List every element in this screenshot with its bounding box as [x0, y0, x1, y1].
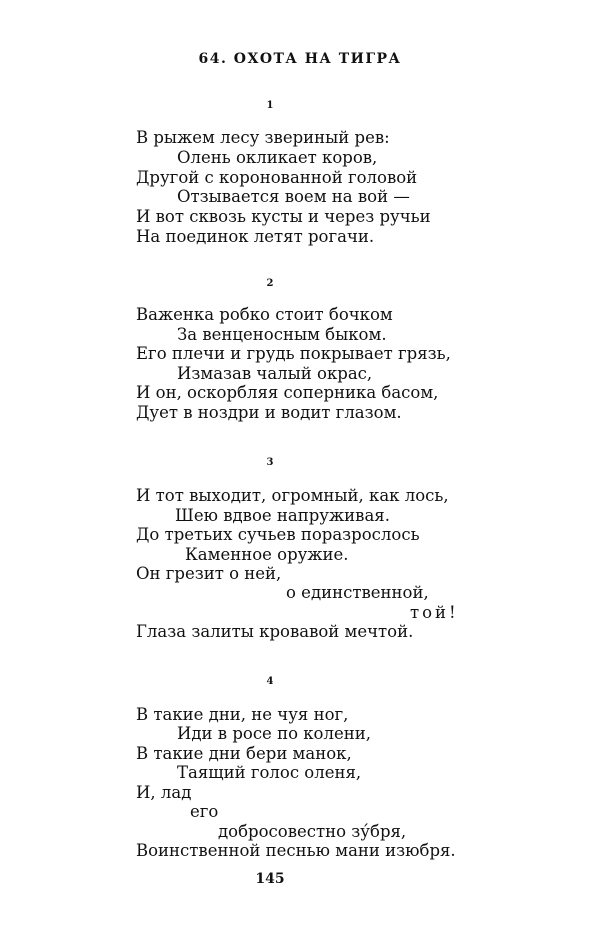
verse-line: Таящий голос оленя,: [177, 763, 362, 782]
section-number: 3: [266, 457, 274, 468]
verse-line: До третьих сучьев поразрослось: [136, 525, 420, 544]
verse-line: И, лад: [136, 783, 192, 802]
verse-line: Важенка робко стоит бочком: [136, 305, 393, 324]
verse-line: И тот выходит, огромный, как лось,: [136, 486, 449, 505]
verse-line: В такие дни бери манок,: [136, 744, 352, 763]
verse-line: В рыжем лесу звериный рев:: [136, 128, 390, 147]
page-number: 145: [255, 871, 285, 887]
verse-line: Иди в росе по колени,: [177, 724, 371, 743]
section-number: 2: [266, 278, 274, 289]
verse-line: добросовестно зу́бря,: [218, 822, 407, 841]
verse-line: И он, оскорбляя соперника басом,: [136, 383, 439, 402]
verse-line: Шею вдвое напруживая.: [175, 506, 390, 525]
verse-line: той!: [410, 603, 459, 622]
verse-line: Другой с коронованной головой: [136, 168, 418, 187]
poem-title: 64. ОХОТА НА ТИГРА: [198, 51, 402, 67]
verse-line: Глаза залиты кровавой мечтой.: [136, 622, 414, 641]
verse-line: И вот сквозь кусты и через ручьи: [136, 207, 431, 226]
verse-line: Дует в ноздри и водит глазом.: [136, 403, 402, 422]
verse-line: В такие дни, не чуя ног,: [136, 705, 349, 724]
verse-line: Олень окликает коров,: [177, 148, 378, 167]
verse-line: Его плечи и грудь покрывает грязь,: [136, 344, 451, 363]
verse-line: Воинственной песнью мани изюбря.: [136, 841, 456, 860]
section-number: 4: [266, 676, 274, 687]
verse-line: о единственной,: [286, 583, 429, 602]
verse-line: Измазав чалый окрас,: [177, 364, 373, 383]
verse-line: На поединок летят рогачи.: [136, 227, 375, 246]
verse-line: За венценосным быком.: [177, 325, 387, 344]
verse-line: его: [190, 802, 219, 821]
section-number: 1: [266, 100, 274, 111]
verse-line: Он грезит о ней,: [136, 564, 282, 583]
verse-line: Отзывается воем на вой —: [177, 187, 410, 206]
verse-line: Каменное оружие.: [185, 545, 349, 564]
